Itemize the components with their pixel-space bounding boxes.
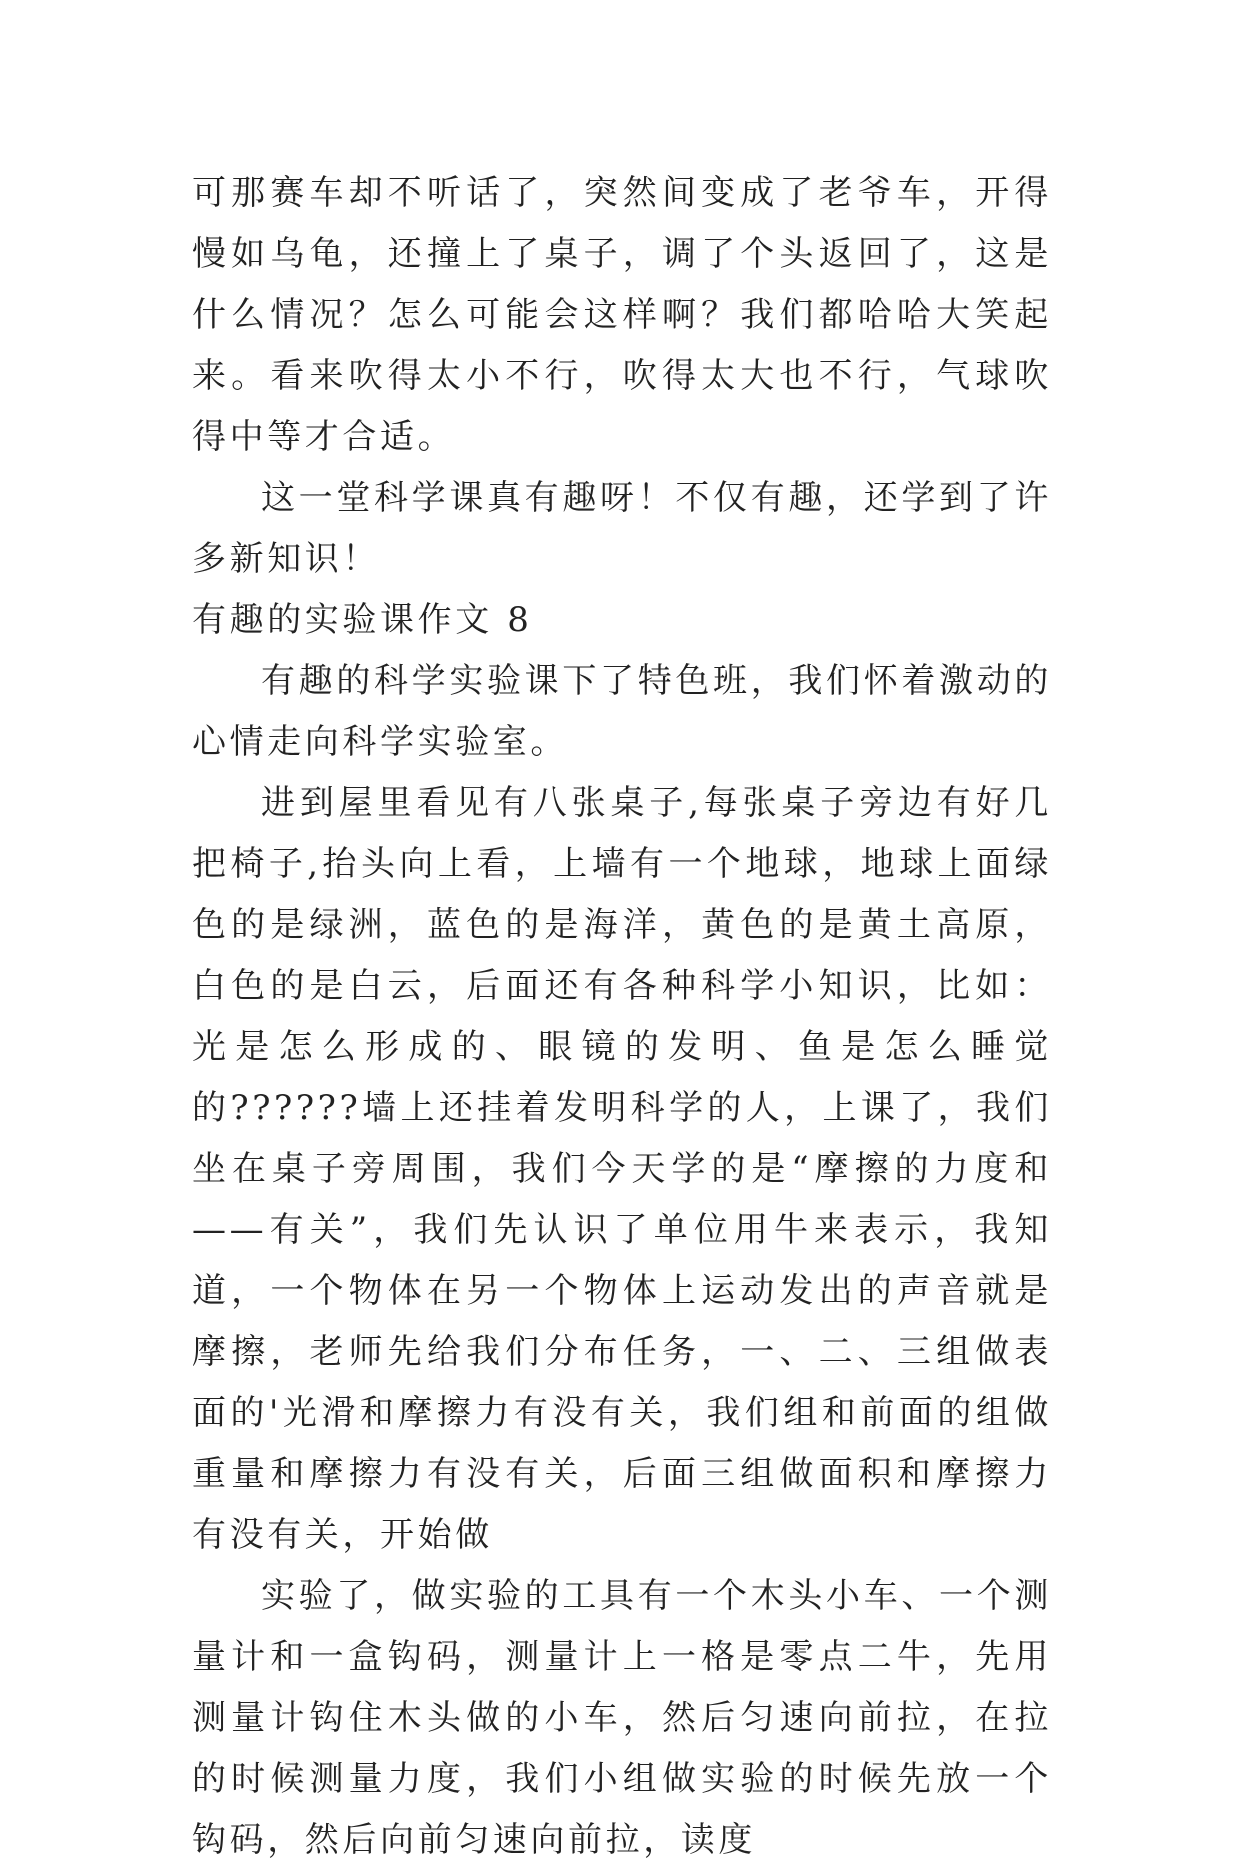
- paragraph-experiment: 实验了，做实验的工具有一个木头小车、一个测量计和一盒钩码，测量计上一格是零点二牛，先用测量计钩住木头做的小车，然后匀速向前拉，在拉的时候测量力度，我们小组做实验的时候先放一个钩码，然后向前匀速向前拉，读度: [192, 1576, 1052, 1860]
- paragraph-racecar: 可那赛车却不听话了，突然间变成了老爷车，开得慢如乌龟，还撞上了桌子，调了个头返回了，这是什么情况？怎么可能会这样啊？我们都哈哈大笑起来。看来吹得太小不行，吹得太大也不行，气球吹得中等才合适。: [192, 173, 1052, 457]
- document-body: [192, 163, 1052, 1871]
- paragraph-classroom: 进到屋里看见有八张桌子,每张桌子旁边有好几把椅子,抬头向上看，上墙有一个地球，地球上面绿色的是绿洲，蓝色的是海洋，黄色的是黄土高原，白色的是白云，后面还有各种科学小知识，比如：光是怎么形成的、眼镜的发明、鱼是怎么睡觉的??????墙上还挂着发明科学的人，上课了，我们坐在桌子旁周围，我们今天学的是“摩擦的力度和——有关”，我们先认识了单位用牛来表示，我知道，一个物体在另一个物体上运动发出的声音就是摩擦，老师先给我们分布任务，一、二、三组做表面的'光滑和摩擦力有没有关，我们组和前面的组做重量和摩擦力有没有关，后面三组做面积和摩擦力有没有关，开始做: [192, 783, 1052, 1555]
- paragraph-intro: 有趣的科学实验课下了特色班，我们怀着激动的心情走向科学实验室。: [192, 661, 1052, 762]
- paragraph-fun-class: 这一堂科学课真有趣呀！不仅有趣，还学到了许多新知识！: [192, 478, 1052, 579]
- essay-heading: 有趣的实验课作文 8: [192, 600, 533, 640]
